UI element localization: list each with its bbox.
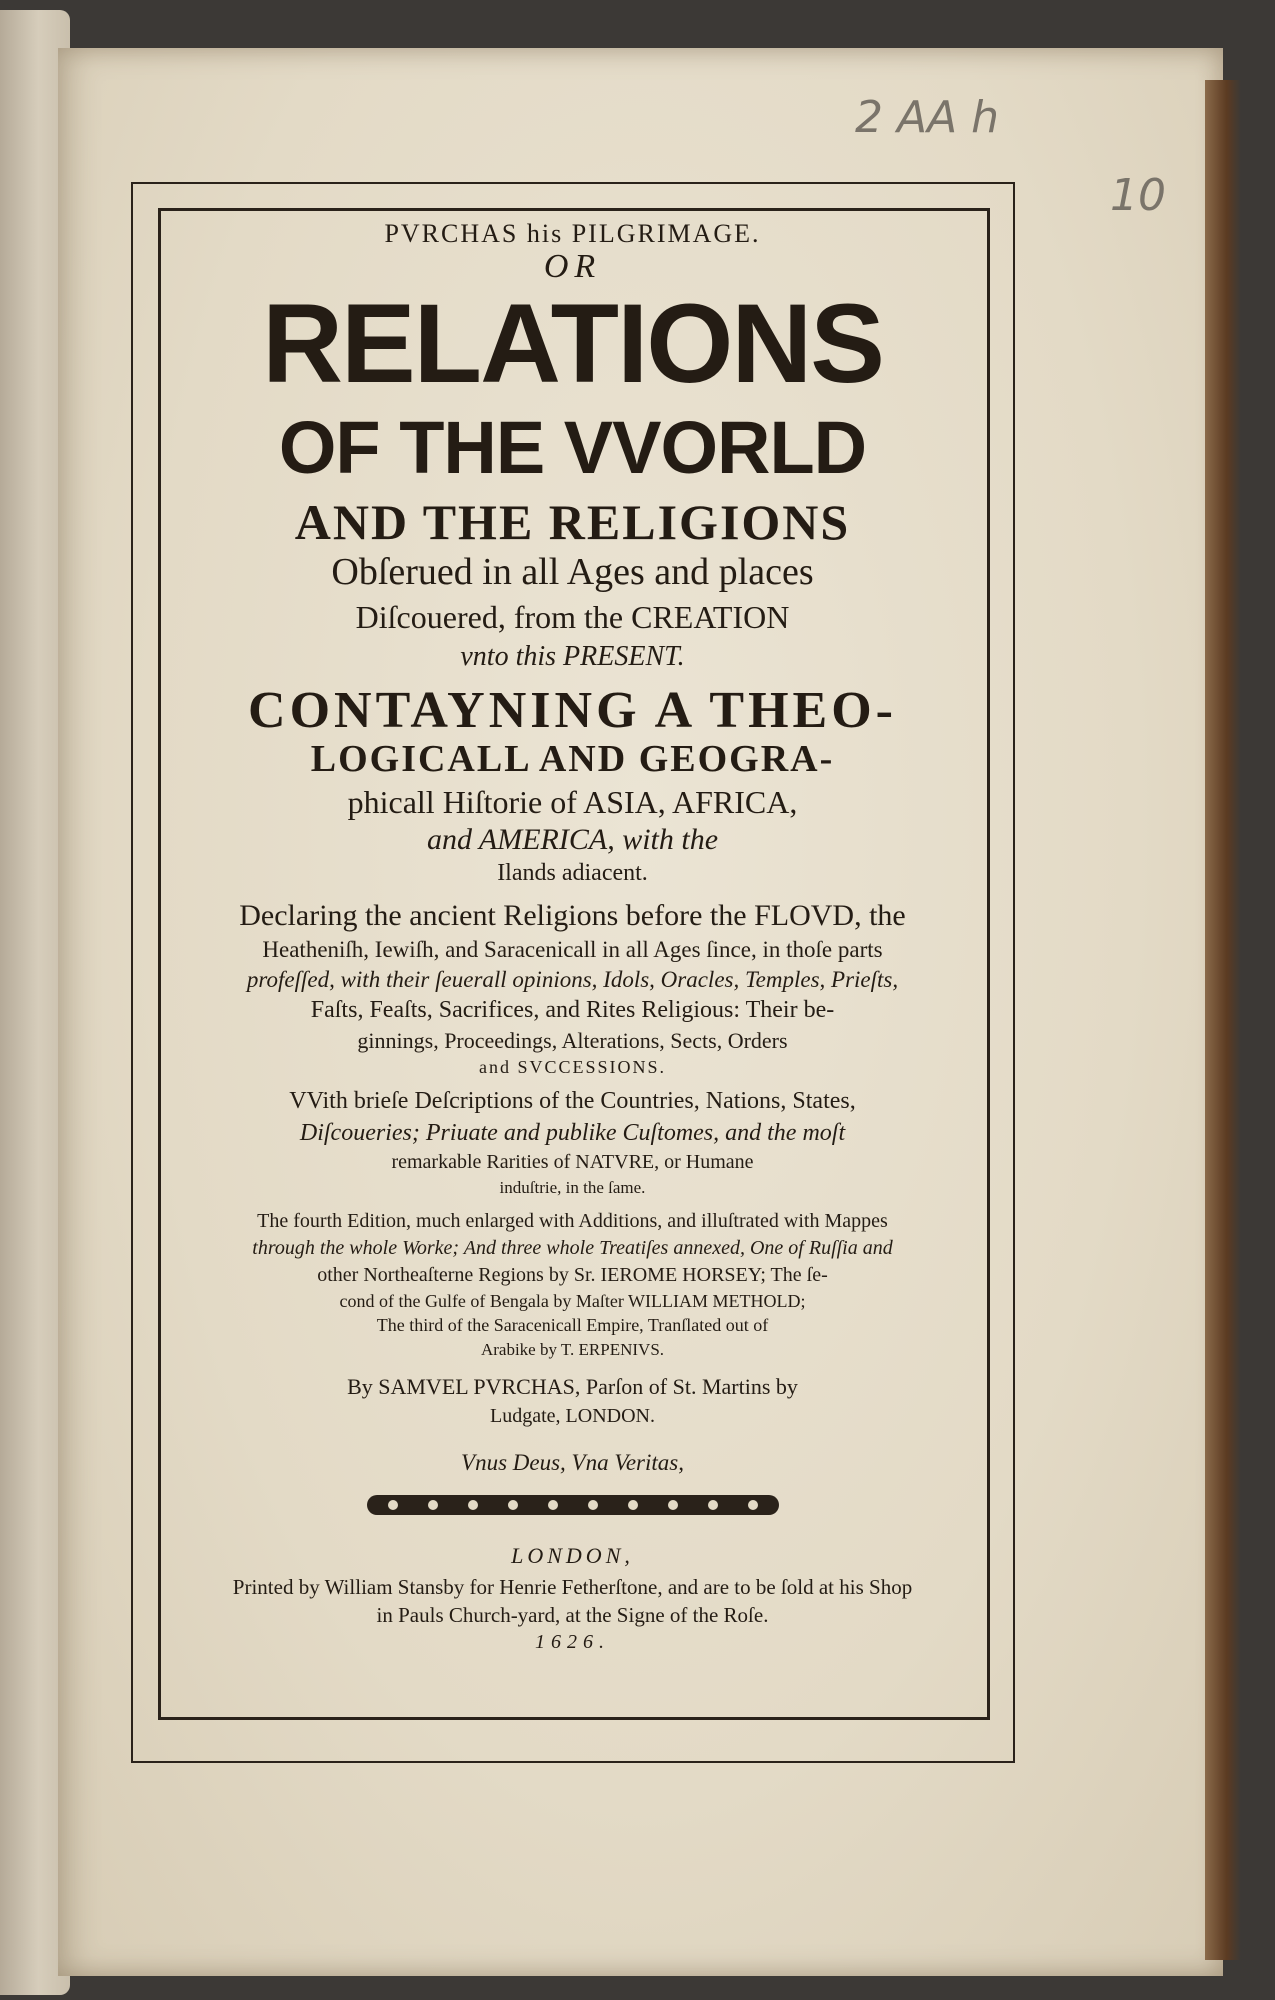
declaring-line-4: Faſts, Feaſts, Sacrifices, and Rites Religious: Their be- [310,997,835,1024]
contents-line-2: LOGICALL AND GEOGRA- [310,738,835,781]
title-or: OR [543,248,602,286]
folio-annotation: 10 [1110,170,1166,221]
imprint-line-2: in Pauls Church-yard, at the Signe of the Roſe. [376,1602,769,1627]
subtitle-line-1: Obſerued in all Ages and places [331,550,814,593]
edition-line-6: Arabike by T. ERPENIVS. [480,1340,665,1360]
contents-line-3: phicall Hiſtorie of ASIA, AFRICA, [347,784,798,821]
declaring-line-3: profeſſed, with their ſeuerall opinions, Idols, Oracles, Temples, Prieſts, [246,967,899,993]
subtitle-line-2: Diſcouered, from the CREATION [355,598,790,635]
title-and-the-religions: AND THE RELIGIONS [294,494,851,551]
contents-line-4: and AMERICA, with the [426,822,719,856]
running-title: PVRCHAS his PILGRIMAGE. [384,219,761,248]
title-relations: RELATIONS [262,280,883,406]
edition-line-5: The third of the Saracenicall Empire, Tranſlated out of [376,1315,769,1336]
contents-line-5: Ilands adiacent. [497,860,648,887]
imprint-line-1: Printed by William Stansby for Henrie Fetherſtone, and are to be ſold at his Shop [232,1574,913,1599]
author-line-2: Ludgate, LONDON. [490,1405,655,1428]
edition-line-1: The fourth Edition, much enlarged with Additions, and illuſtrated with Mappes [257,1209,888,1232]
author-line-1: By SAMVEL PVRCHAS, Parſon of St. Martins by [347,1374,798,1400]
descriptions-line-2: Diſcoueries; Priuate and publike Cuſtomes, and the moſt [299,1119,846,1146]
book-fore-edge [1205,80,1241,1960]
imprint-city: LONDON, [511,1543,634,1569]
descriptions-line-3: remarkable Rarities of NATVRE, or Humane [391,1150,754,1173]
imprint-year: 1626. [535,1630,610,1653]
edition-line-4: cond of the Gulfe of Bengala by Maſter WILLIAM METHOLD; [339,1290,806,1311]
contents-line-1: CONTAYNING A THEO- [248,681,897,739]
declaring-line-2: Heatheniſh, Iewiſh, and Saracenicall in all Ages ſince, in thoſe parts [262,936,883,962]
title-of-the-world: OF THE VVORLD [278,405,867,489]
shelfmark-annotation: 2 AA h [855,92,1000,143]
title-page-text [165,218,980,1653]
edition-line-3: other Northeaſterne Regions by Sr. IEROME HORSEY; The ſe- [317,1263,828,1286]
motto: Vnus Deus, Vna Veritas, [461,1450,684,1476]
declaring-line-1: Declaring the ancient Religions before the FLOVD, the [239,899,906,933]
edition-line-2: through the whole Worke; And three whole Treatiſes annexed, One of Ruſſia and [252,1236,893,1259]
descriptions-line-1: VVith brieſe Deſcriptions of the Countries, Nations, States, [289,1088,856,1115]
declaring-line-6: and SVCCESSIONS. [478,1057,667,1078]
printers-ornament [363,1487,783,1523]
subtitle-line-3: vnto this PRESENT. [460,641,685,673]
declaring-line-5: ginnings, Proceedings, Alterations, Sects, Orders [357,1028,788,1054]
descriptions-line-4: induſtrie, in the ſame. [499,1177,646,1197]
